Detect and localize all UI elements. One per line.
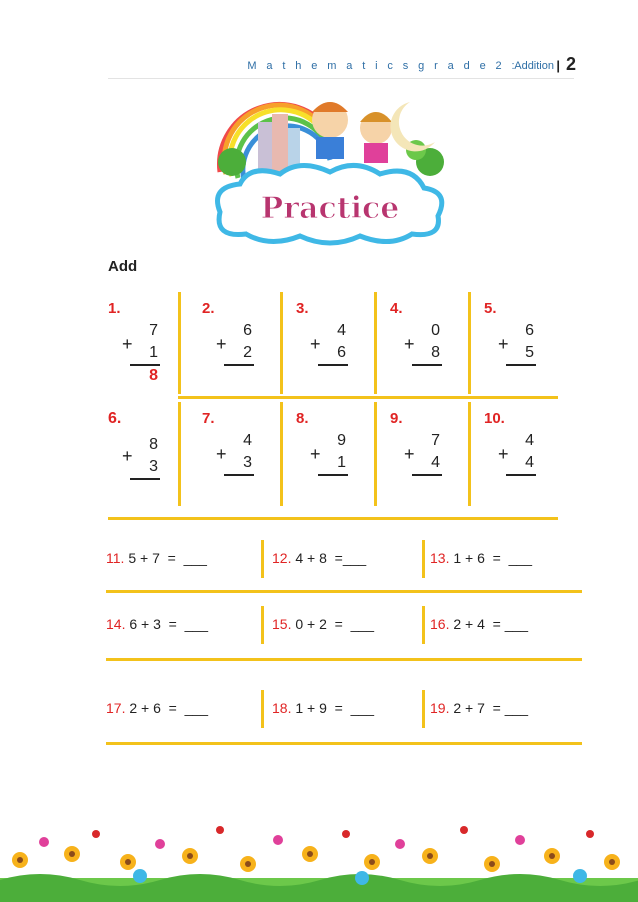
answer-line — [130, 364, 160, 366]
equation-13: 13. 1 + 6 = ___ — [430, 550, 532, 566]
plus-sign: + — [498, 444, 509, 464]
row-divider — [261, 690, 264, 728]
equation-17: 17. 2 + 6 = ___ — [106, 700, 208, 716]
problem-number: 7. — [202, 410, 215, 427]
problem-number: 6. — [108, 410, 122, 427]
flower-border-decoration — [0, 820, 638, 902]
equation-18: 18. 1 + 9 = ___ — [272, 700, 374, 716]
addend-bottom: 3 — [149, 458, 158, 475]
plus-sign: + — [498, 334, 509, 354]
grid-divider — [374, 292, 377, 394]
page-number: 2 — [565, 54, 576, 74]
addend-bottom: 1 — [149, 344, 158, 361]
addend-bottom: 4 — [525, 454, 534, 471]
addend-bottom: 1 — [337, 454, 346, 471]
addend-top: 4 — [243, 432, 252, 449]
equation-16: 16. 2 + 4 = ___ — [430, 616, 529, 632]
equation-12: 12. 4 + 8 =___ — [272, 550, 367, 566]
practice-banner-illustration — [180, 92, 470, 247]
problem-number: 10. — [484, 410, 505, 427]
row-rule — [106, 742, 582, 745]
answer-line — [318, 364, 348, 366]
plus-sign: + — [216, 444, 227, 464]
addend-top: 0 — [431, 322, 440, 339]
answer-line — [412, 364, 442, 366]
problem-number: 8. — [296, 410, 309, 427]
plus-sign: + — [122, 446, 133, 466]
grid-divider — [108, 517, 558, 520]
grid-divider — [468, 402, 471, 506]
addend-bottom: 3 — [243, 454, 252, 471]
header-separator: | — [556, 58, 560, 73]
addend-top: 4 — [337, 322, 346, 339]
answer-line — [224, 364, 254, 366]
answer-line — [224, 474, 254, 476]
problem-number: 2. — [202, 300, 215, 317]
problem-number: 4. — [390, 300, 403, 317]
equation-11: 11. 5 + 7 = ___ — [106, 550, 207, 566]
row-divider — [422, 540, 425, 578]
equation-19: 19. 2 + 7 = ___ — [430, 700, 529, 716]
problem-5 — [484, 292, 578, 396]
row-rule — [106, 590, 582, 593]
plus-sign: + — [404, 444, 415, 464]
answer-line — [412, 474, 442, 476]
addend-bottom: 6 — [337, 344, 346, 361]
problem-10 — [484, 402, 578, 506]
problem-number: 9. — [390, 410, 403, 427]
plus-sign: + — [404, 334, 415, 354]
plus-sign: + — [310, 444, 321, 464]
grid-divider — [178, 402, 181, 506]
addend-top: 6 — [243, 322, 252, 339]
addend-top: 7 — [431, 432, 440, 449]
row-divider — [422, 606, 425, 644]
grid-divider — [280, 292, 283, 394]
plus-sign: + — [216, 334, 227, 354]
addend-bottom: 2 — [243, 344, 252, 361]
grid-divider — [178, 292, 181, 394]
answer-line — [130, 478, 160, 480]
header-subject: M a t h e m a t i c s g r a d e 2 : — [247, 60, 518, 72]
row-divider — [261, 540, 264, 578]
addend-top: 8 — [149, 436, 158, 453]
answer-line — [506, 474, 536, 476]
problem-6 — [108, 402, 202, 506]
header-topic: Addition — [514, 60, 554, 72]
horizontal-problems-row-3 — [106, 690, 582, 750]
horizontal-problems-row-1 — [106, 540, 582, 600]
answer-line — [506, 364, 536, 366]
addend-top: 6 — [525, 322, 534, 339]
instruction-label: Add — [108, 258, 138, 275]
row-divider — [261, 606, 264, 644]
row-divider — [422, 690, 425, 728]
answer-value: 8 — [149, 367, 158, 384]
grid-divider — [374, 402, 377, 506]
horizontal-problems-row-2 — [106, 606, 582, 666]
page-header — [0, 54, 638, 78]
practice-word: Practice — [260, 191, 400, 226]
problem-1 — [108, 292, 202, 396]
row-rule — [106, 658, 582, 661]
problem-number: 1. — [108, 300, 121, 317]
equation-14: 14. 6 + 3 = ___ — [106, 616, 208, 632]
problem-number: 3. — [296, 300, 309, 317]
addend-top: 4 — [525, 432, 534, 449]
header-rule — [108, 78, 574, 79]
problem-number: 5. — [484, 300, 497, 317]
plus-sign: + — [310, 334, 321, 354]
addend-bottom: 8 — [431, 344, 440, 361]
addend-top: 9 — [337, 432, 346, 449]
answer-line — [318, 474, 348, 476]
grid-divider — [468, 292, 471, 394]
grid-divider — [178, 396, 558, 399]
grid-divider — [280, 402, 283, 506]
equation-15: 15. 0 + 2 = ___ — [272, 616, 374, 632]
addend-top: 7 — [149, 322, 158, 339]
plus-sign: + — [122, 334, 133, 354]
addend-bottom: 4 — [431, 454, 440, 471]
addend-bottom: 5 — [525, 344, 534, 361]
